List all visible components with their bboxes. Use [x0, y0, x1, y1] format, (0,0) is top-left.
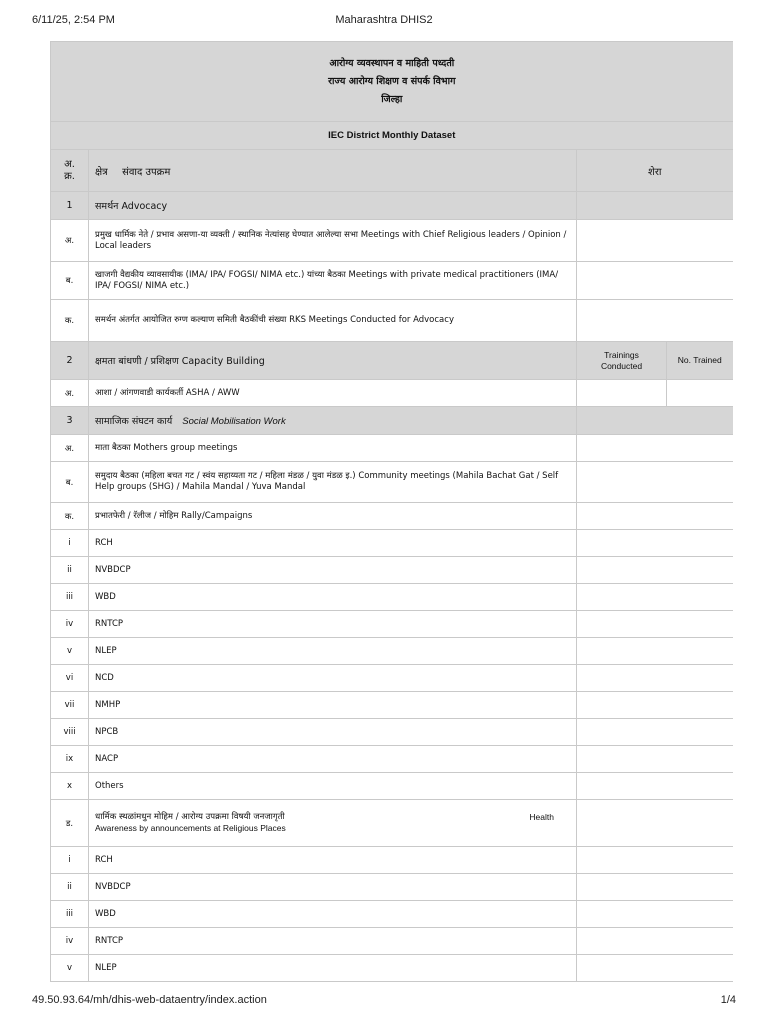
iec-dataset-form [50, 41, 733, 982]
row-label-text: RCH [95, 537, 113, 548]
section-label-text: सामाजिक संघटन कार्य [95, 416, 173, 427]
row-label-text: NLEP [95, 645, 117, 656]
row-marker: i [51, 530, 89, 557]
row-marker: x [51, 773, 89, 800]
table-row [51, 955, 733, 982]
header-line-3: जिल्हा [381, 93, 403, 105]
row-marker: ड. [51, 800, 89, 847]
remarks-input[interactable] [577, 746, 733, 773]
row-label [89, 584, 577, 611]
row-marker: क. [51, 503, 89, 530]
row-marker: v [51, 638, 89, 665]
row-marker: ii [51, 874, 89, 901]
col-header-sr [51, 150, 89, 192]
table-row [51, 262, 733, 300]
section-label-text: समर्थन Advocacy [95, 201, 168, 212]
row-label [89, 638, 577, 665]
remarks-input[interactable] [577, 584, 733, 611]
dataset-title: IEC District Monthly Dataset [51, 122, 733, 150]
remarks-input[interactable] [577, 262, 733, 300]
row-marker: iii [51, 901, 89, 928]
section-label [89, 342, 577, 380]
remarks-input[interactable] [577, 611, 733, 638]
row-label [89, 874, 577, 901]
row-label [89, 719, 577, 746]
row-label [89, 300, 577, 342]
print-title: Maharashtra DHIS2 [335, 14, 433, 26]
no-trained-input[interactable] [667, 380, 733, 407]
col-header-sr-line-2: क्र. [64, 170, 75, 182]
row-label [89, 901, 577, 928]
row-marker: अ. [51, 380, 89, 407]
row-label-text: WBD [95, 591, 116, 602]
section-number: 3 [51, 407, 89, 435]
section-label [89, 407, 577, 435]
remarks-input[interactable] [577, 847, 733, 874]
row-marker: iv [51, 611, 89, 638]
remarks-input[interactable] [577, 435, 733, 462]
remarks-input[interactable] [577, 955, 733, 982]
row-label [89, 955, 577, 982]
row-label [89, 692, 577, 719]
row-label-text: समर्थन अंतर्गत आयोजित रुग्ण कल्याण समिती बैठकींची संख्या RKS Meetings Conducted for Advocacy [95, 315, 454, 325]
remarks-input[interactable] [577, 462, 733, 503]
row-label-text: Others [95, 780, 124, 791]
print-footer [32, 994, 736, 1010]
row-label-text: खाजगी वैद्यकीय व्यावसायीक (IMA/ IPA/ FOGSI/ NIMA etc.) यांच्या बैठका Meetings with private medical practitioners (IMA/ IPA/ FOGSI/ NIMA etc.) [95, 269, 559, 291]
row-marker: vii [51, 692, 89, 719]
row-marker: ix [51, 746, 89, 773]
section-label-text: क्षमता बांधणी / प्रशिक्षण Capacity Building [95, 356, 265, 367]
col-header-sr-line-1: अ. [64, 158, 75, 170]
row-label-text: RCH [95, 854, 113, 865]
row-marker: iii [51, 584, 89, 611]
row-label-text: RNTCP [95, 618, 124, 629]
col-header-area-activity [89, 150, 577, 192]
row-label-text: आशा / आंगणवाडी कार्यकर्ती ASHA / AWW [95, 387, 240, 398]
row-marker: viii [51, 719, 89, 746]
row-label [89, 262, 577, 300]
section-number: 2 [51, 342, 89, 380]
section-label-english: Social Mobilisation Work [182, 416, 286, 427]
row-marker: vi [51, 665, 89, 692]
row-label-text: NMHP [95, 699, 121, 710]
row-label [89, 746, 577, 773]
table-row [51, 874, 733, 901]
row-label [89, 800, 577, 847]
section-header [51, 407, 733, 435]
row-label [89, 611, 577, 638]
row-marker: अ. [51, 435, 89, 462]
row-label [89, 665, 577, 692]
col-header-activity: संवाद उपक्रम [122, 166, 171, 178]
remarks-input[interactable] [577, 928, 733, 955]
remarks-input[interactable] [577, 874, 733, 901]
table-row [51, 557, 733, 584]
row-label-text: प्रमुख धार्मिक नेते / प्रभाव असणा-या व्यक्ती / स्थानिक नेत्यांसह घेण्यात आलेल्या सभा Meetings with Chief Religious leaders / Opinion / Local leaders [95, 229, 567, 251]
row-label-text: धार्मिक स्थळांमधुन मोहिम / आरोग्य उपक्रमा विषयी जनजागृती [95, 812, 285, 822]
section-label [89, 192, 577, 220]
remarks-input[interactable] [577, 665, 733, 692]
section-header [51, 342, 733, 380]
table-row [51, 462, 733, 503]
table-row [51, 530, 733, 557]
row-label-text-2: Awareness by announcements at Religious Places [95, 823, 286, 833]
row-label [89, 773, 577, 800]
remarks-input[interactable] [577, 300, 733, 342]
row-label-text: NVBDCP [95, 564, 131, 575]
row-marker: ii [51, 557, 89, 584]
row-marker: अ. [51, 220, 89, 262]
row-marker: iv [51, 928, 89, 955]
row-label-text: NVBDCP [95, 881, 131, 892]
table-row [51, 773, 733, 800]
row-label [89, 847, 577, 874]
section-header [51, 192, 733, 220]
table-row [51, 611, 733, 638]
form-header [51, 42, 733, 122]
row-marker: ब. [51, 262, 89, 300]
row-label-text: समुदाय बैठका (महिला बचत गट / स्वंय सहाय्यता गट / महिला मंडळ / युवा मंडळ इ.) Community meetings (Mahila Bachat Gat / Self Help groups (SHG) / Mahila Mandal / Yuva Mandal [95, 471, 559, 492]
remarks-input[interactable] [577, 692, 733, 719]
table-row [51, 503, 733, 530]
row-marker: क. [51, 300, 89, 342]
remarks-input[interactable] [577, 719, 733, 746]
row-marker: v [51, 955, 89, 982]
table-row [51, 928, 733, 955]
col-header-remarks: शेरा [577, 150, 733, 192]
row-label-text: RNTCP [95, 935, 124, 946]
table-row [51, 847, 733, 874]
row-label [89, 530, 577, 557]
row-label-text: WBD [95, 908, 116, 919]
table-row [51, 380, 733, 407]
row-marker: i [51, 847, 89, 874]
table-row [51, 692, 733, 719]
table-row [51, 901, 733, 928]
table-row [51, 665, 733, 692]
table-row [51, 719, 733, 746]
trainings-conducted-input[interactable] [577, 380, 667, 407]
sections [51, 192, 733, 982]
table-row [51, 800, 733, 847]
remarks-input[interactable] [577, 530, 733, 557]
row-label [89, 380, 577, 407]
row-label [89, 503, 577, 530]
table-row [51, 584, 733, 611]
row-label-text: NPCB [95, 726, 119, 737]
print-header [32, 14, 736, 30]
row-label [89, 220, 577, 262]
print-date: 6/11/25, 2:54 PM [32, 14, 115, 26]
remarks-input[interactable] [577, 800, 733, 847]
remarks-input[interactable] [577, 503, 733, 530]
header-line-2: राज्य आरोग्य शिक्षण व संपर्क विभाग [328, 75, 456, 87]
table-row [51, 435, 733, 462]
row-label [89, 462, 577, 503]
header-line-1: आरोग्य व्यवस्थापन व माहिती पध्दती [329, 57, 455, 69]
table-row [51, 300, 733, 342]
remarks-input[interactable] [577, 638, 733, 665]
row-label-text: NCD [95, 672, 114, 683]
table-row [51, 746, 733, 773]
row-label [89, 928, 577, 955]
table-row [51, 638, 733, 665]
section-number: 1 [51, 192, 89, 220]
remarks-input[interactable] [577, 220, 733, 262]
remarks-input[interactable] [577, 901, 733, 928]
row-label-text: माता बैठका Mothers group meetings [95, 442, 238, 453]
row-label [89, 557, 577, 584]
remarks-input[interactable] [577, 773, 733, 800]
col-header-area: क्षेत्र [95, 166, 108, 178]
col-header-no-trained: No. Trained [667, 342, 733, 380]
row-label-text: NACP [95, 753, 119, 764]
row-marker: ब. [51, 462, 89, 503]
row-label-text: NLEP [95, 962, 117, 973]
table-row [51, 220, 733, 262]
row-label-text: प्रभातफेरी / रॅलीज / मोहिम Rally/Campaigns [95, 510, 253, 521]
remarks-input[interactable] [577, 557, 733, 584]
row-label-text-right: Health [529, 812, 554, 822]
print-page-number: 1/4 [720, 994, 736, 1006]
print-url: 49.50.93.64/mh/dhis-web-dataentry/index.action [32, 994, 267, 1006]
col-header-trainings-conducted: Trainings Conducted [577, 342, 667, 380]
row-label [89, 435, 577, 462]
